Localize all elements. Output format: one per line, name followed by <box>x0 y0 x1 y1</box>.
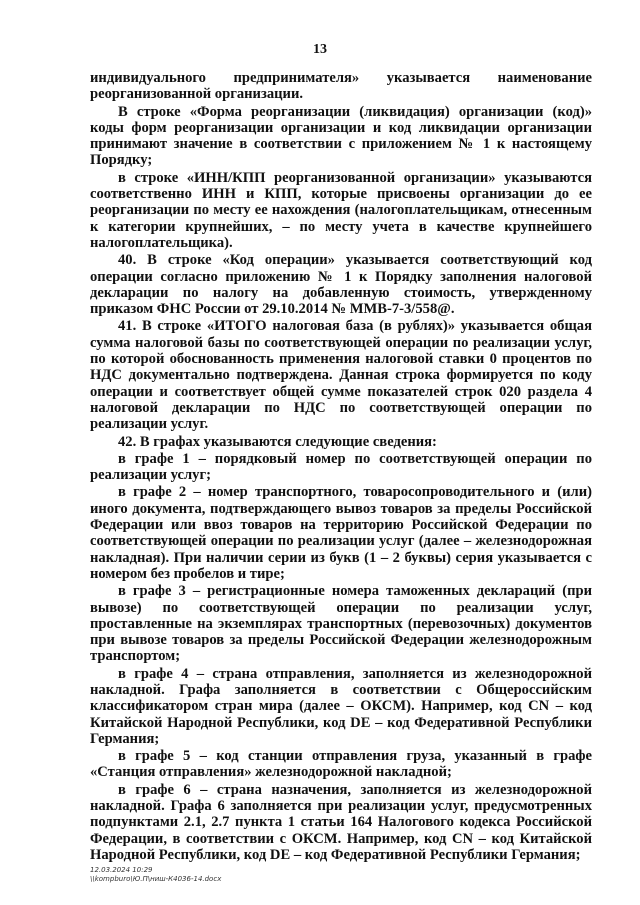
document-body <box>90 70 592 864</box>
paragraph: в графе 3 – регистрационные номера таможенных деклараций (при вывозе) по соответствующей операции по реализации услуг, проставленные на экземплярах транспортных (перевозочных) документов при вывозе товаров за пределы Российской Федерации железнодорожным транспортом; <box>90 583 592 665</box>
paragraph: в графе 5 – код станции отправления груза, указанный в графе «Станция отправления» железнодорожной накладной; <box>90 748 592 781</box>
paragraph: в графе 2 – номер транспортного, товаросопроводительного и (или) иного документа, подтверждающего вывоз товаров за пределы Российской Федерации или ввоз товаров на территорию Российской Федерации по соответствующей операции по реализации услуг (далее – железнодорожная накладная). При наличии серии из букв (1 – 2 буквы) серия указывается с номером без пробелов и тире; <box>90 484 592 582</box>
page-number: 13 <box>313 42 327 57</box>
paragraph: в строке «ИНН/КПП реорганизованной организации» указываются соответственно ИНН и КПП, которые присвоены организации до ее реорганизации по месту ее нахождения (налогоплательщикам, отнесенным к категории крупнейших, – по месту учета в качестве крупнейшего налогоплательщика). <box>90 169 592 251</box>
paragraph: в графе 4 – страна отправления, заполняется из железнодорожной накладной. Графа заполняется в соответствии с Общероссийским классификатором стран мира (далее – ОКСМ). Например, код CN – код Китайской Народной Республики, код DE – код Федеративной Республики Германия; <box>90 665 592 747</box>
paragraph: В строке «Форма реорганизации (ликвидация) организации (код)» коды форм реорганизации организации и код ликвидации организации принимают значение в соответствии с приложением № 1 к настоящему Порядку; <box>90 103 592 169</box>
paragraph: 41. В строке «ИТОГО налоговая база (в рублях)» указывается общая сумма налоговой базы по соответствующей операции по реализации услуг, по которой обоснованность применения налоговой ставки 0 процентов по НДС документально подтверждена. Данная строка формируется по коду операции и соответствует общей сумме показателей строк 020 раздела 4 налоговой декларации по НДС по соответствующей операции по реализации услуг. <box>90 318 592 433</box>
paragraph: индивидуального предпринимателя» указывается наименование реорганизованной организации. <box>90 70 592 103</box>
footer-timestamp: 12.03.2024 10:29 <box>90 866 153 874</box>
footer <box>90 866 221 884</box>
paragraph: 42. В графах указываются следующие сведения: <box>118 433 437 450</box>
paragraph: в графе 6 – страна назначения, заполняется из железнодорожной накладной. Графа 6 заполняется при реализации услуг, предусмотренных подпунктами 2.1, 2.7 пункта 1 статьи 164 Налогового кодекса Российской Федерации, в соответствии с ОКСМ. Например, код CN – код Китайской Народной Республики, код DE – код Федеративной Республики Германия; <box>90 781 592 863</box>
footer-file-path: \\kompburo\Ю.П\ниш-К4036-14.docx <box>90 875 222 883</box>
paragraph: в графе 1 – порядковый номер по соответствующей операции по реализации услуг; <box>90 450 592 484</box>
paragraph: 40. В строке «Код операции» указывается соответствующий код операции согласно приложению № 1 к Порядку заполнения налоговой декларации по налогу на добавленную стоимость, утвержденному приказом ФНС России от 29.10.2014 № ММВ-7-3/558@. <box>90 252 592 318</box>
